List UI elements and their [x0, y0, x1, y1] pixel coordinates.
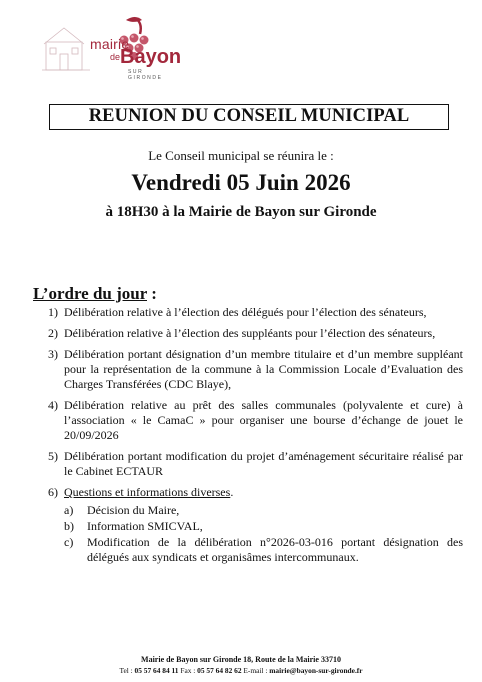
agenda-item	[48, 449, 463, 479]
agenda-heading-colon: :	[147, 284, 157, 303]
agenda-subitem-text: Décision du Maire,	[87, 503, 180, 517]
agenda-item-text: Délibération relative à l’élection des délégués pour l’élection des sénateurs,	[64, 305, 427, 319]
meeting-place: à 18H30 à la Mairie de Bayon sur Gironde	[105, 204, 377, 220]
agenda-item	[48, 305, 463, 320]
agenda-item-number: 6)	[48, 485, 58, 499]
agenda-item-heading: Questions et informations diverses	[64, 485, 231, 499]
logo-bayon-text: Bayon	[120, 46, 182, 68]
agenda-subitem	[64, 503, 463, 518]
agenda-item	[48, 347, 463, 392]
agenda-list	[48, 305, 463, 566]
agenda-item-number: 4)	[48, 398, 58, 412]
mairie-logo	[42, 14, 182, 82]
agenda-item-text	[64, 485, 463, 500]
meeting-date: Vendredi 05 Juin 2026	[131, 170, 351, 195]
footer-email-link[interactable]: mairie@bayon-sur-gironde.fr	[269, 666, 363, 675]
agenda-item	[48, 485, 463, 500]
footer-fax-label: Fax :	[178, 666, 198, 675]
agenda-item-number: 3)	[48, 347, 58, 361]
agenda-heading-text: L’ordre du jour	[33, 284, 147, 303]
logo-mairie-text: mairie	[90, 36, 130, 52]
logo-subtitle: SUR GIRONDE	[128, 69, 163, 81]
agenda-item-number: 5)	[48, 449, 58, 463]
agenda-item-number: 1)	[48, 305, 58, 319]
agenda-item-text: Délibération portant désignation d’un membre titulaire et d’un membre suppléant pour la représentation de la commune à la Commission Locale d’Evaluation des Charges Transférées (CDC Blaye),	[64, 347, 463, 391]
agenda-subitem-letter: a)	[64, 503, 74, 517]
agenda-heading	[33, 284, 157, 304]
agenda-subitem-letter: c)	[64, 535, 74, 549]
agenda-subitem	[64, 535, 463, 565]
footer-tel: 05 57 64 84 11	[134, 666, 179, 675]
agenda-item-text: Délibération relative au prêt des salles communales (polyvalente et cure) à l’association « le CamaC » pour organiser une bourse d’échange de jouet le 20/09/2026	[64, 398, 463, 442]
footer-tel-label: Tel :	[119, 666, 135, 675]
agenda-subitem-text: Information SMICVAL,	[87, 519, 203, 533]
footer-address: Mairie de Bayon sur Gironde 18, Route de la Mairie 33710	[141, 655, 341, 664]
intro-text: Le Conseil municipal se réunira le :	[148, 148, 334, 163]
agenda-item-text: Délibération portant modification du projet d’aménagement sécuritaire réalisé par le Cabinet ECTAUR	[64, 449, 463, 478]
logo-de-text: de	[110, 52, 121, 62]
agenda-item	[48, 398, 463, 443]
agenda-subitem-list	[64, 503, 463, 565]
agenda-subitem-text: Modification de la délibération n°2026-03-016 portant désignation des délégués aux syndicats et organisâmes intercommunaux.	[87, 535, 463, 564]
footer-contact	[0, 666, 482, 675]
document-title: REUNION DU CONSEIL MUNICIPAL	[49, 104, 449, 130]
agenda-subitem	[64, 519, 463, 534]
agenda-item-text: Délibération relative à l’élection des suppléants pour l’élection des sénateurs,	[64, 326, 436, 340]
agenda-item-number: 2)	[48, 326, 58, 340]
agenda-subitem-letter: b)	[64, 519, 74, 533]
footer-fax: 05 57 64 82 62	[197, 666, 242, 675]
agenda-item-trail: .	[230, 485, 234, 499]
footer-email-label: E-mail :	[241, 666, 270, 675]
agenda-item	[48, 326, 463, 341]
